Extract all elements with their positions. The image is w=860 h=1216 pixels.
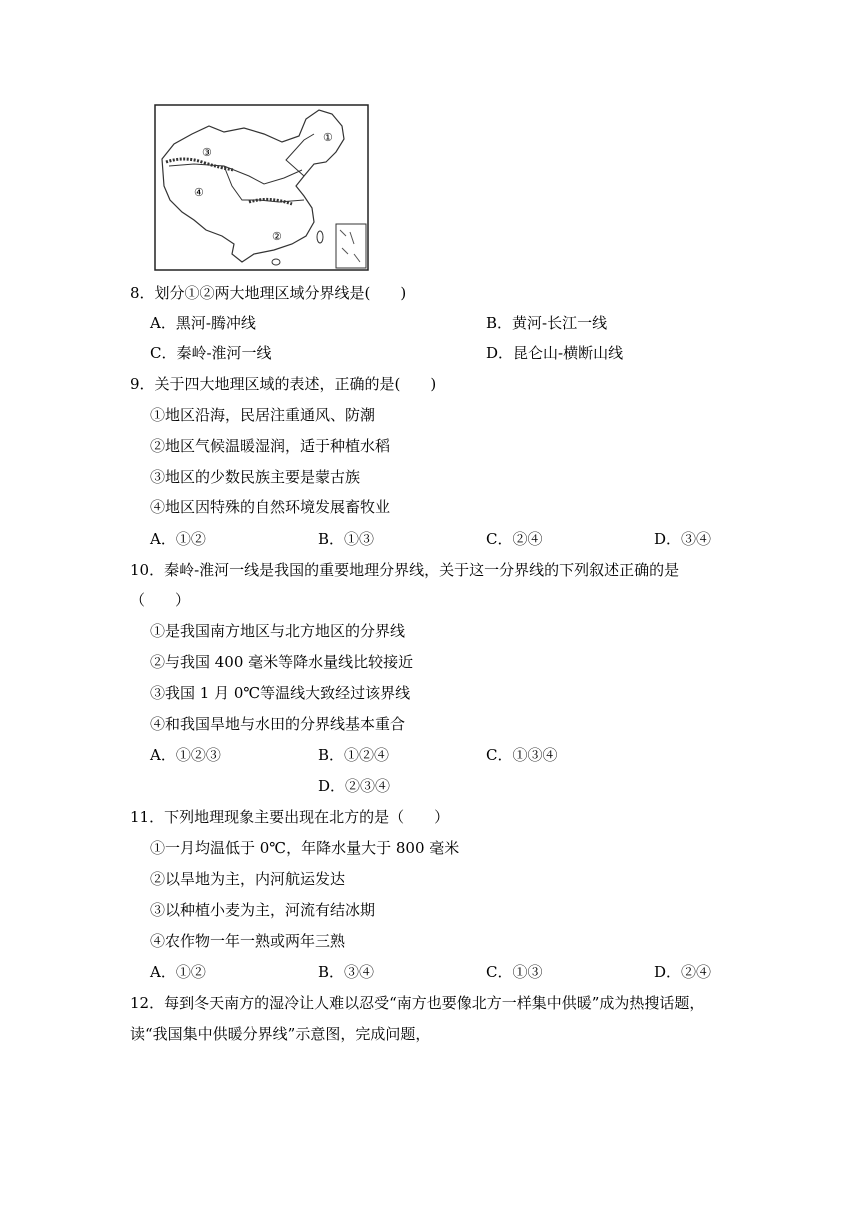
q9-option-d: D．③④ xyxy=(654,530,712,548)
q10-option-c: C．①③④ xyxy=(486,746,558,764)
q11-statement-4: ④农作物一年一熟或两年三熟 xyxy=(150,932,346,950)
question-9-stem: 9．关于四大地理区域的表述，正确的是( ) xyxy=(130,375,437,393)
q9-option-b: B．①③ xyxy=(318,530,375,548)
q11-option-c: C．①③ xyxy=(486,963,543,981)
question-10-stem: 10．秦岭-淮河一线是我国的重要地理分界线，关于这一分界线的下列叙述正确的是 xyxy=(130,561,680,579)
q10-option-b: B．①②④ xyxy=(318,746,390,764)
q10-statement-4: ④和我国旱地与水田的分界线基本重合 xyxy=(150,715,406,733)
q8-option-d: D．昆仑山-横断山线 xyxy=(486,344,624,362)
question-11-stem: 11．下列地理现象主要出现在北方的是（ ） xyxy=(130,808,450,826)
region-label-2: ② xyxy=(272,230,282,243)
q9-option-a: A．①② xyxy=(150,530,206,548)
question-12-stem: 12．每到冬天南方的湿冷让人难以忍受“南方也要像北方一样集中供暖”成为热搜话题， xyxy=(130,994,705,1012)
q10-statement-3: ③我国 1 月 0℃等温线大致经过该界线 xyxy=(150,684,411,702)
q10-option-a: A．①②③ xyxy=(150,746,221,764)
q11-statement-2: ②以旱地为主，内河航运发达 xyxy=(150,870,346,888)
china-regions-map xyxy=(154,104,369,271)
region-label-4: ④ xyxy=(194,186,204,199)
q11-statement-1: ①一月均温低于 0℃，年降水量大于 800 毫米 xyxy=(150,839,460,857)
q8-option-b: B．黄河-长江一线 xyxy=(486,314,608,332)
q11-option-b: B．③④ xyxy=(318,963,375,981)
q10-statement-1: ①是我国南方地区与北方地区的分界线 xyxy=(150,622,406,640)
region-label-1: ① xyxy=(323,131,333,144)
q9-option-c: C．②④ xyxy=(486,530,543,548)
q11-option-d: D．②④ xyxy=(654,963,712,981)
question-12-stem-cont: 读“我国集中供暖分界线”示意图，完成问题， xyxy=(130,1025,431,1043)
q8-option-a: A．黑河-腾冲线 xyxy=(150,314,256,332)
q9-statement-4: ④地区因特殊的自然环境发展畜牧业 xyxy=(150,498,391,516)
q11-option-a: A．①② xyxy=(150,963,206,981)
q10-statement-2: ②与我国 400 毫米等降水量线比较接近 xyxy=(150,653,414,671)
q9-statement-1: ①地区沿海，民居注重通风、防潮 xyxy=(150,406,376,424)
question-10-stem-cont: （ ） xyxy=(130,591,191,609)
q9-statement-2: ②地区气候温暖湿润，适于种植水稻 xyxy=(150,437,391,455)
q9-statement-3: ③地区的少数民族主要是蒙古族 xyxy=(150,468,361,486)
question-8-stem: 8．划分①②两大地理区域分界线是( ) xyxy=(130,284,407,302)
region-label-3: ③ xyxy=(202,146,212,159)
q8-option-c: C．秦岭-淮河一线 xyxy=(150,344,272,362)
q11-statement-3: ③以种植小麦为主，河流有结冰期 xyxy=(150,901,376,919)
q10-option-d: D．②③④ xyxy=(318,777,391,795)
